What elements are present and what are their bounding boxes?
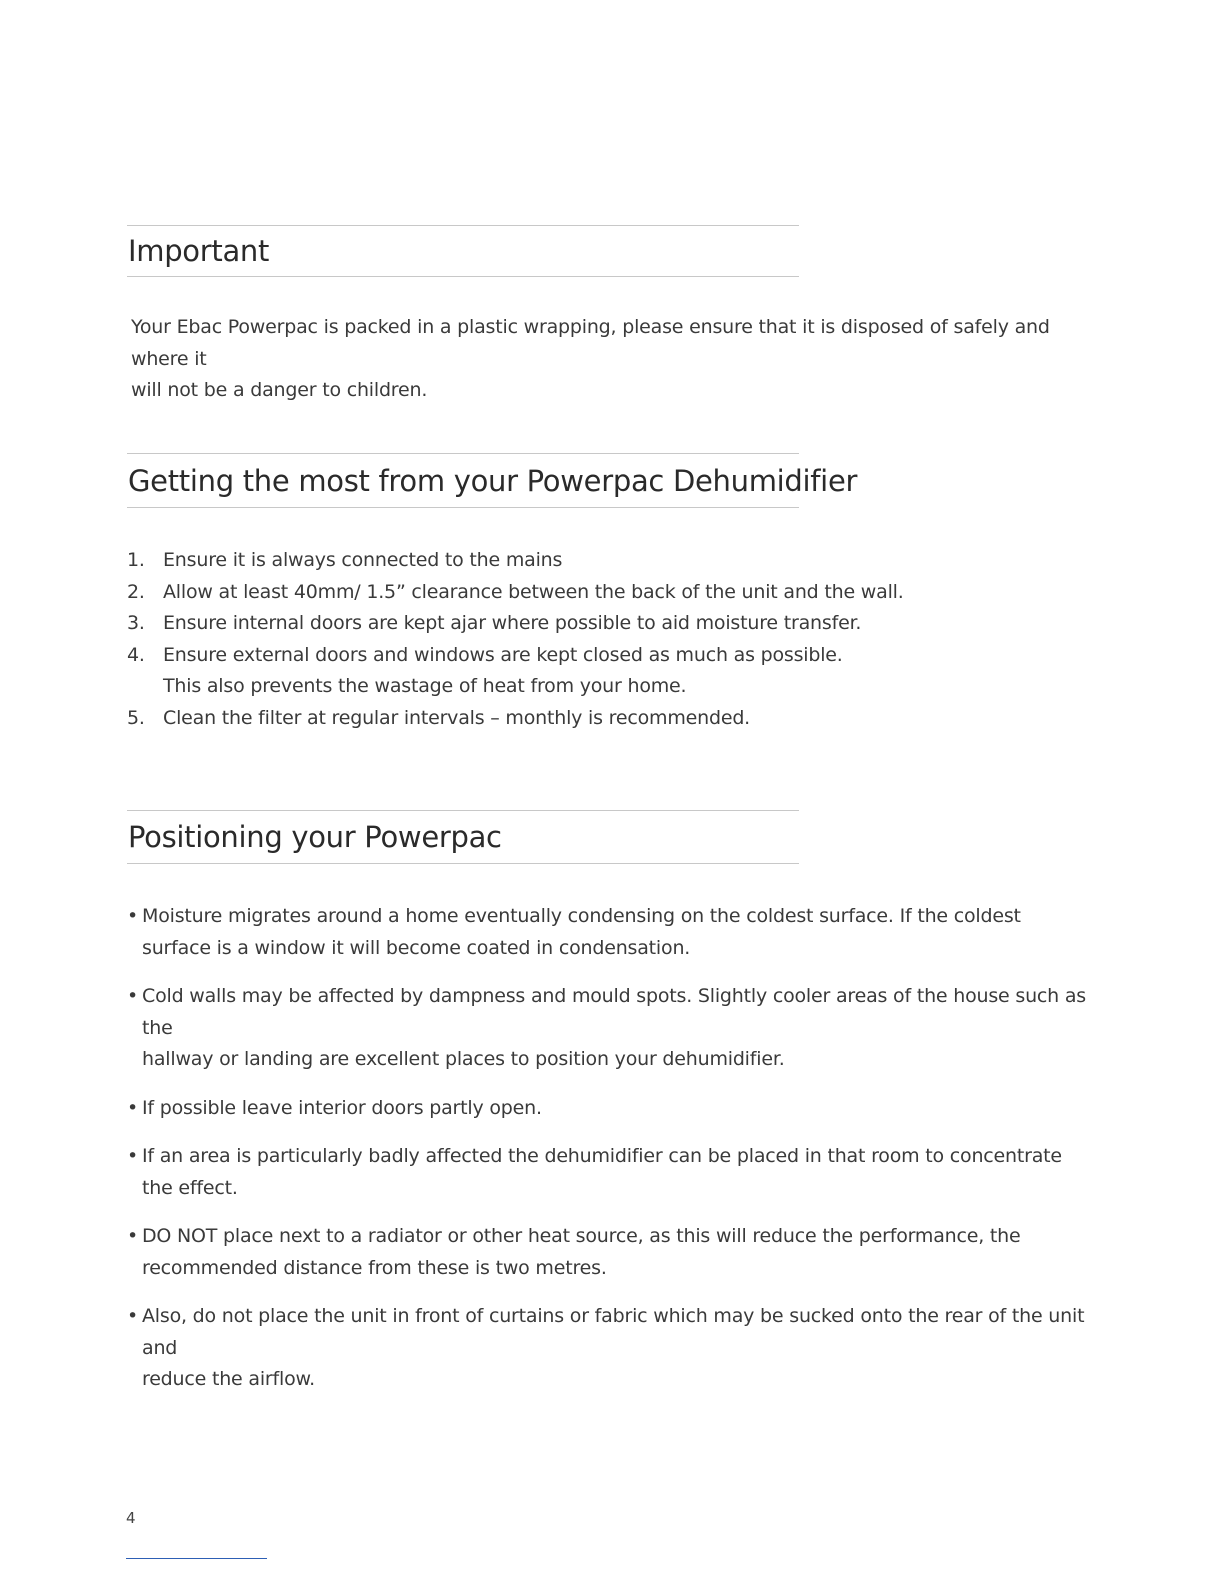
list-item-text: Clean the filter at regular intervals – monthly is recommended. [163,706,751,729]
list-item-text: This also prevents the wastage of heat from your home. [163,675,687,697]
positioning-list-item [127,1301,1087,1396]
bullet: • [127,1145,139,1167]
getting-most-heading: Getting the most from your Powerpac Dehumidifier [128,463,858,498]
getting-most-heading-box [127,453,858,508]
positioning-list-item [127,1221,1087,1284]
page-number: 4 [126,1509,136,1527]
list-number: 5. [127,706,145,729]
list-number: 3. [127,612,145,634]
list-item-text: hallway or landing are excellent places to position your dehumidifier. [142,1048,785,1070]
positioning-list [127,901,1087,1396]
tips-list-item [127,640,1087,703]
tips-list-item [127,545,1087,577]
getting-most-section [127,453,1087,734]
bullet: • [127,985,139,1007]
list-item-text: recommended distance from these is two metres. [142,1256,607,1279]
list-item-text: Ensure internal doors are kept ajar where possible to aid moisture transfer. [163,612,862,634]
list-item-text: Also, do not place the unit in front of curtains or fabric which may be sucked onto the rear of the unit and [142,1305,1085,1359]
footer-rule [126,1558,267,1559]
bullet: • [127,905,139,927]
tips-list-item [127,577,1087,609]
important-line: will not be a danger to children. [131,379,428,401]
list-item-text: DO NOT place next to a radiator or other heat source, as this will reduce the performance, the [142,1225,1021,1247]
list-item-text: If possible leave interior doors partly open. [142,1096,542,1119]
list-item-text: Ensure it is always connected to the mains [163,549,563,571]
positioning-list-item [127,981,1087,1076]
positioning-list-item [127,1093,1087,1125]
important-section [127,225,1087,407]
list-number: 4. [127,643,145,666]
list-item-text: reduce the airflow. [142,1368,315,1390]
bullet: • [127,1305,139,1327]
list-item-text: Cold walls may be affected by dampness and mould spots. Slightly cooler areas of the house such as the [142,985,1086,1039]
positioning-heading: Positioning your Powerpac [128,820,502,854]
list-item-text: Allow at least 40mm/ 1.5” clearance between the back of the unit and the wall. [163,580,904,603]
list-item-text: surface is a window it will become coated in condensation. [142,936,691,959]
bullet: • [127,1225,139,1247]
list-item-text: Ensure external doors and windows are kept closed as much as possible. [163,643,843,666]
tips-list-item [127,608,1087,640]
important-heading-box [127,225,799,277]
important-heading: Important [128,234,270,268]
tips-list [127,545,1087,734]
bullet: • [127,1096,139,1119]
positioning-list-item [127,901,1087,964]
list-item-text: If an area is particularly badly affected the dehumidifier can be placed in that room to concentrate [142,1145,1062,1167]
important-line: Your Ebac Powerpac is packed in a plastic wrapping, please ensure that it is disposed of safely and where it [131,316,1050,370]
list-number: 1. [127,549,145,571]
positioning-heading-box [127,810,799,864]
list-item-text: the effect. [142,1176,238,1199]
positioning-list-item [127,1141,1087,1204]
tips-list-item [127,703,1087,735]
list-number: 2. [127,580,145,603]
important-paragraph [127,312,1087,407]
list-item-text: Moisture migrates around a home eventually condensing on the coldest surface. If the coldest [142,905,1021,927]
positioning-section [127,810,1087,1413]
